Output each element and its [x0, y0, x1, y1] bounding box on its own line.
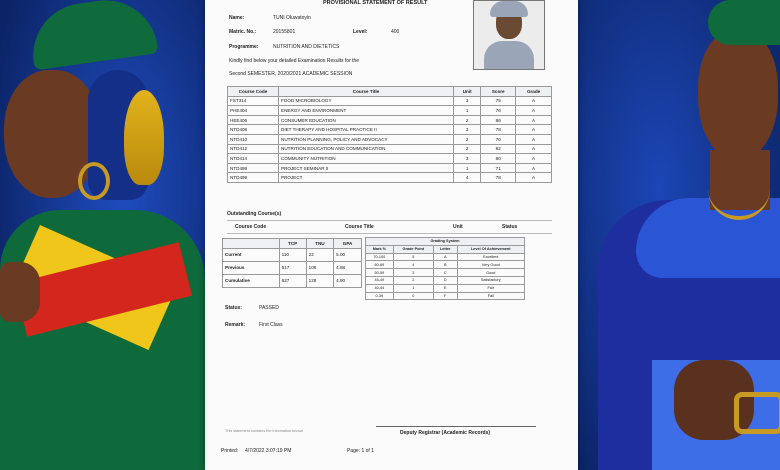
status-label: Status:: [225, 305, 242, 311]
printed-value: 4/7/2022 3:07:19 PM: [245, 448, 292, 454]
grade: A: [516, 96, 552, 106]
table-row: [228, 154, 552, 164]
table-row: [228, 134, 552, 144]
grade: A: [516, 154, 552, 164]
gpa-header-row: [223, 239, 362, 249]
table-row: [228, 144, 552, 154]
face: [698, 30, 778, 160]
grading-header-row: Mark % Grade Point Letter Level Of Achievement: [366, 245, 525, 253]
table-row: 50-59 3 C Good: [366, 269, 525, 277]
grade: A: [516, 144, 552, 154]
table-row: [228, 106, 552, 116]
name-value: TUNI Oluwatoyin: [273, 15, 311, 21]
unit: 2: [454, 134, 481, 144]
matric-label: Matric. No.:: [229, 29, 257, 35]
course-code: NTD410: [228, 134, 279, 144]
course-title: PROJECT: [279, 173, 454, 183]
level-label: Level:: [353, 29, 368, 35]
score: 78: [481, 125, 516, 135]
document-title: PROVISIONAL STATEMENT OF RESULT: [323, 0, 428, 6]
unit: 4: [454, 173, 481, 183]
grade: A: [516, 125, 552, 135]
gpa-summary-table: [222, 238, 362, 288]
table-row: [228, 125, 552, 135]
unit: 3: [454, 154, 481, 164]
grade: A: [516, 134, 552, 144]
col-course-title: Course Title: [279, 87, 454, 97]
score: 75: [481, 96, 516, 106]
table-row: [228, 96, 552, 106]
unit: 1: [454, 106, 481, 116]
outstanding-courses-header: [227, 220, 552, 234]
unit: 1: [454, 163, 481, 173]
printed-label: Printed:: [221, 448, 239, 454]
signature-line: [376, 426, 536, 427]
col-tcp: TCP: [279, 239, 306, 249]
table-row: [228, 173, 552, 183]
score: 76: [481, 106, 516, 116]
course-code: FST314: [228, 96, 279, 106]
matric-value: 20155801: [273, 29, 296, 35]
col-gpa: GPA: [334, 239, 362, 249]
outstanding-courses-label: Outstanding Course(s): [227, 211, 282, 217]
table-row: 70-100 5 A Excellent: [366, 253, 525, 261]
graduation-portrait-left: [0, 0, 205, 470]
gpa-row-previous: Previous 517 106 4.88: [223, 261, 362, 274]
unit: 3: [454, 96, 481, 106]
score: 71: [481, 163, 516, 173]
course-code: PHE404: [228, 106, 279, 116]
green-cap: [708, 0, 780, 45]
course-code: NTD499: [228, 173, 279, 183]
programme-label: Programme:: [229, 44, 259, 50]
score: 70: [481, 134, 516, 144]
gpa-row-current: Current 110 22 5.00: [223, 248, 362, 261]
portrait-right: [578, 0, 780, 470]
results-table: [227, 86, 552, 183]
table-row: [228, 115, 552, 125]
course-title: DIET THERAPY AND HOSPITAL PRACTICE II: [279, 125, 454, 135]
course-code: HEE406: [228, 115, 279, 125]
gold-tassel: [124, 90, 164, 185]
outstanding-col-title: Course Title: [345, 224, 374, 230]
unit: 2: [454, 115, 481, 125]
grade: A: [516, 106, 552, 116]
course-title: ENERGY AND ENVIRONMENT: [279, 106, 454, 116]
grade: A: [516, 115, 552, 125]
course-code: NTD408: [228, 125, 279, 135]
col-score: Score: [481, 87, 516, 97]
student-photo: [473, 0, 545, 70]
col-tnu: TNU: [306, 239, 334, 249]
outstanding-col-unit: Unit: [453, 224, 463, 230]
course-code: NTD414: [228, 154, 279, 164]
course-code: NTD412: [228, 144, 279, 154]
result-statement-document: [205, 0, 578, 470]
score: 82: [481, 144, 516, 154]
table-row: [228, 163, 552, 173]
score: 78: [481, 173, 516, 183]
gold-bangle: [734, 392, 780, 434]
score: 80: [481, 154, 516, 164]
unit: 2: [454, 144, 481, 154]
course-title: CONSUMER EDUCATION: [279, 115, 454, 125]
remark-label: Remark:: [225, 322, 246, 328]
signatory: Deputy Registrar (Academic Records): [400, 430, 491, 436]
gpa-row-cumulative: Cumulative 627 128 4.90: [223, 274, 362, 287]
results-header-row: [228, 87, 552, 97]
intro-line-1: Kindly find below your detailed Examination Results for the: [229, 58, 360, 64]
hand: [0, 262, 40, 322]
outstanding-col-status: Status: [502, 224, 518, 230]
status-value: PASSED: [259, 305, 279, 311]
intro-line-2: Second SEMESTER, 2020/2021 ACADEMIC SESSION: [229, 71, 353, 77]
course-title: NUTRITION EDUCATION AND COMMUNICATION: [279, 144, 454, 154]
unit: 3: [454, 125, 481, 135]
table-row: 40-44 1 E Fair: [366, 284, 525, 292]
score: 86: [481, 115, 516, 125]
footnote: This statement contains the information known: [225, 429, 304, 433]
course-title: PROJECT SEMINAR II: [279, 163, 454, 173]
grade: A: [516, 173, 552, 183]
col-grade: Grade: [516, 87, 552, 97]
course-title: NUTRITION PLANNING, POLICY AND ADVOCACY: [279, 134, 454, 144]
table-row: 60-69 4 B Very Good: [366, 261, 525, 269]
programme-value: NUTRITION AND DIETETICS: [273, 44, 340, 50]
name-label: Name:: [229, 15, 245, 21]
table-row: 45-49 2 D Satisfactory: [366, 276, 525, 284]
course-title: FOOD MICROBIOLOGY: [279, 96, 454, 106]
grade: A: [516, 163, 552, 173]
col-course-code: Course Code: [228, 87, 279, 97]
outstanding-col-code: Course Code: [235, 224, 267, 230]
course-code: NTD498: [228, 163, 279, 173]
grading-system-table: [365, 237, 525, 300]
level-value: 400: [391, 29, 400, 35]
grading-title: Grading System: [366, 238, 525, 246]
table-row: 0-39 0 F Fail: [366, 292, 525, 300]
earring: [78, 162, 110, 200]
page-number: Page: 1 of 1: [347, 448, 374, 454]
course-title: COMMUNITY NUTRITION: [279, 154, 454, 164]
col-unit: Unit: [454, 87, 481, 97]
remark-value: First Class: [259, 322, 283, 328]
